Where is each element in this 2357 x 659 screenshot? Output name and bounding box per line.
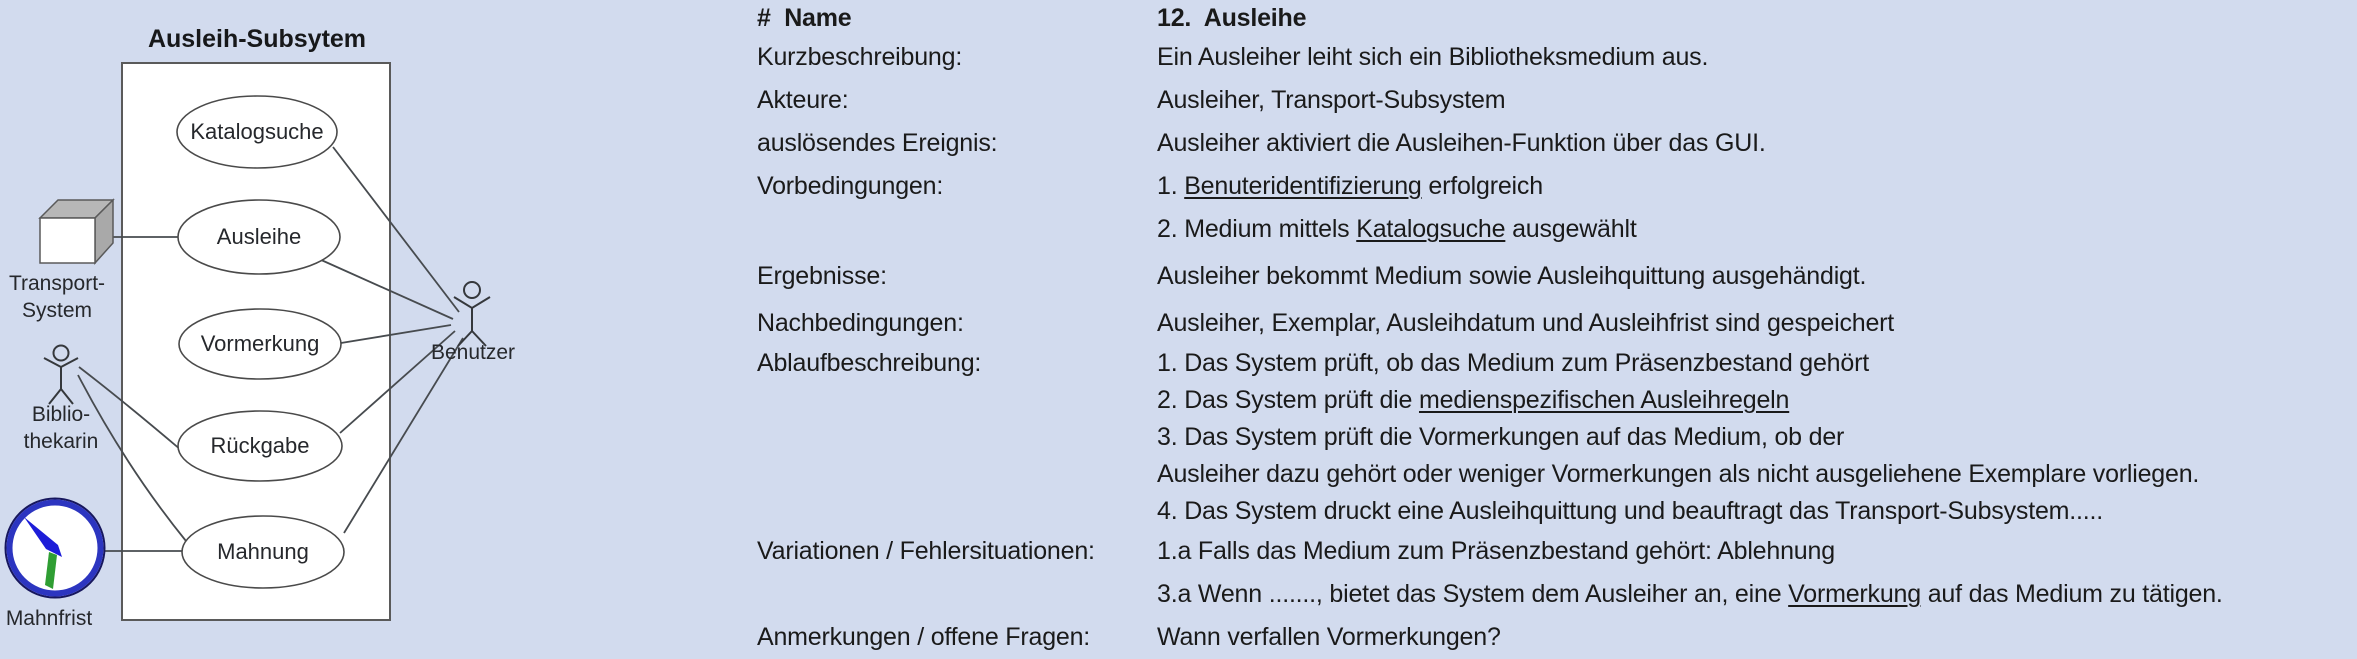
spec-row-label: Ablaufbeschreibung: — [757, 349, 982, 377]
spec-row-value — [1157, 345, 2357, 530]
use-case-label: Mahnung — [217, 539, 309, 564]
spec-row-value — [1157, 165, 2357, 251]
spec-row-akteure — [757, 79, 2357, 122]
actor-label: Biblio- — [31, 403, 91, 426]
spec-row-label: auslösendes Ereignis: — [757, 129, 998, 157]
spec-row-kurzbeschreibung — [757, 36, 2357, 79]
spec-value-line: 3. Das System prüft die Vormerkungen auf das Medium, ob der — [1157, 423, 1845, 451]
spec-value-line: 3.a Wenn ......., bietet das System dem Ausleiher an, eine Vormerkung auf das Medium zu tätigen. — [1157, 580, 2223, 608]
spec-value-line: 12. Ausleihe — [1157, 4, 1307, 32]
spec-row-value — [1157, 255, 2357, 298]
spec-row-value — [1157, 36, 2357, 79]
use-case-spec-table — [757, 0, 2357, 652]
diagram-title: Ausleih-Subsytem — [147, 25, 367, 53]
spec-value-line: Wann verfallen Vormerkungen? — [1157, 623, 1501, 651]
spec-value-line: 4. Das System druckt eine Ausleihquittung und beauftragt das Transport-Subsystem..... — [1157, 497, 2104, 525]
spec-row-ausloesendes-ereignis — [757, 122, 2357, 165]
actor-bibliothekarin — [24, 346, 99, 454]
use-case-label: Ausleihe — [216, 224, 302, 249]
spec-value-line: 2. Das System prüft die medienspezifischen Ausleihregeln — [1157, 386, 1790, 414]
spec-row-nachbedingungen — [757, 302, 2357, 345]
actor-label: thekarin — [23, 430, 99, 453]
use-case-label: Vormerkung — [200, 331, 320, 356]
spec-row-name — [757, 0, 2357, 36]
stick-figure-icon — [454, 282, 490, 346]
spec-row-label: Variationen / Fehlersituationen: — [757, 537, 1095, 565]
spec-value-line: Ausleiher, Exemplar, Ausleihdatum und Ausleihfrist sind gespeichert — [1157, 309, 1895, 337]
use-case-mahnung — [182, 516, 344, 588]
spec-value-line: 1. Benuteridentifizierung erfolgreich — [1157, 172, 1543, 200]
use-case-katalogsuche — [177, 96, 337, 168]
spec-value-line: Ausleiher aktiviert die Ausleihen-Funktion über das GUI. — [1157, 129, 1766, 157]
spec-value-line: 1. Das System prüft, ob das Medium zum Präsenzbestand gehört — [1157, 349, 1869, 377]
spec-row-ergebnisse — [757, 255, 2357, 298]
actor-benutzer — [431, 282, 515, 364]
actor-label: Benutzer — [430, 341, 516, 364]
spec-row-label: Anmerkungen / offene Fragen: — [757, 623, 1091, 651]
spec-value-line: Ausleiher dazu gehört oder weniger Vormerkungen als nicht ausgeliehene Exemplare vorliegen. — [1157, 460, 2200, 488]
spec-row-anmerkungen-offene-fragen — [757, 616, 2357, 659]
use-case-rueckgabe — [178, 411, 342, 481]
use-case-label: Katalogsuche — [190, 119, 324, 144]
spec-row-label: Nachbedingungen: — [757, 309, 964, 337]
spec-row-value — [1157, 0, 2357, 36]
actor-label: Mahnfrist — [5, 607, 93, 630]
spec-value-line: Ausleiher, Transport-Subsystem — [1157, 86, 1506, 114]
stick-figure-icon — [44, 346, 78, 405]
spec-row-value — [1157, 302, 2357, 345]
spec-row-label: Vorbedingungen: — [757, 172, 944, 200]
spec-row-label: Ergebnisse: — [757, 262, 887, 290]
spec-row-variationen-fehlersituationen — [757, 530, 2357, 616]
spec-row-value — [1157, 530, 2357, 616]
use-case-ausleihe — [178, 200, 340, 274]
spec-row-value — [1157, 616, 2357, 659]
spec-row-label: Akteure: — [757, 86, 849, 114]
clock-icon — [6, 499, 105, 598]
spec-row-value — [1157, 122, 2357, 165]
spec-row-vorbedingungen — [757, 165, 2357, 251]
actor-label: Transport- — [8, 272, 106, 295]
actor-mahnfrist — [6, 499, 105, 631]
actor-label: System — [21, 299, 93, 322]
use-case-diagram — [0, 0, 560, 652]
actor-transport-system — [9, 200, 113, 322]
spec-value-line: Ausleiher bekommt Medium sowie Ausleihquittung ausgehändigt. — [1157, 262, 1867, 290]
spec-row-ablaufbeschreibung — [757, 345, 2357, 530]
cube-icon — [40, 200, 113, 263]
spec-value-line: 1.a Falls das Medium zum Präsenzbestand gehört: Ablehnung — [1157, 537, 1835, 565]
spec-row-label: Kurzbeschreibung: — [757, 43, 963, 71]
spec-value-line: Ein Ausleiher leiht sich ein Bibliotheksmedium aus. — [1157, 43, 1709, 71]
spec-row-value — [1157, 79, 2357, 122]
spec-value-line: 2. Medium mittels Katalogsuche ausgewählt — [1157, 215, 1637, 243]
use-case-label: Rückgabe — [210, 433, 310, 458]
spec-row-label: # Name — [757, 4, 852, 32]
use-case-vormerkung — [179, 309, 341, 379]
